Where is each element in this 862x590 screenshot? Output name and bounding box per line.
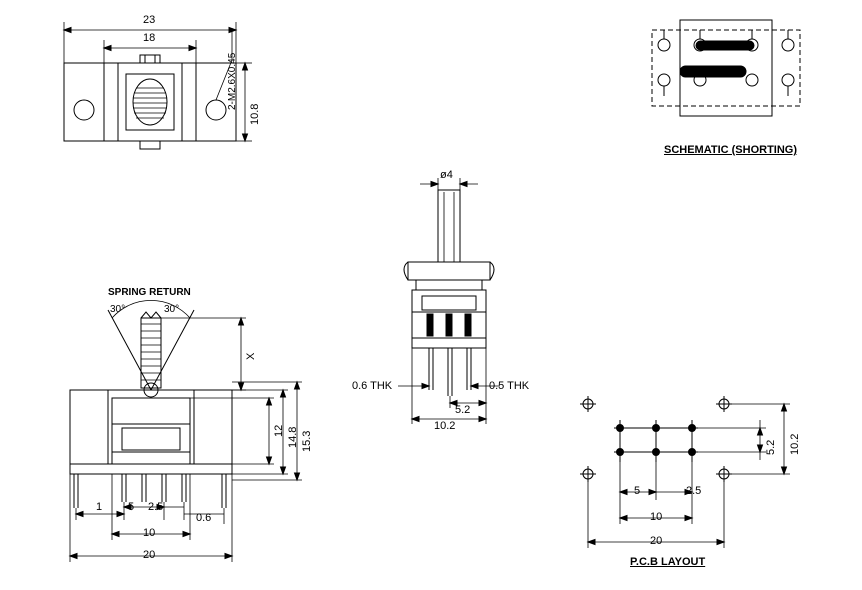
top-view-dim-10-8: 10.8 bbox=[249, 103, 261, 125]
pcb-dim-2-5: 2.5 bbox=[686, 485, 702, 497]
front-view-spring-return-note: SPRING RETURN bbox=[108, 287, 191, 298]
top-view-thread-callout: 2-M2.6X0.45 bbox=[227, 52, 238, 110]
front-view-dim-5: 5 bbox=[128, 501, 135, 513]
front-view-angle-left: 30° bbox=[110, 304, 126, 315]
side-view-dim-10-2: 10.2 bbox=[434, 420, 456, 432]
front-view-dim-20: 20 bbox=[143, 549, 156, 561]
pcb-layout-caption: P.C.B LAYOUT bbox=[630, 556, 706, 568]
front-view-dim-x: X bbox=[245, 352, 257, 360]
side-view-thk-right: 0.5 THK bbox=[489, 380, 530, 392]
pcb-dim-10: 10 bbox=[650, 511, 663, 523]
top-view-dim-18: 18 bbox=[143, 32, 156, 44]
front-view-dim-15-3: 15.3 bbox=[301, 430, 313, 452]
front-view-dim-0-6: 0.6 bbox=[196, 512, 212, 524]
front-view-dim-1: 1 bbox=[96, 501, 103, 513]
front-view-dim-14-8: 14.8 bbox=[287, 426, 299, 448]
pcb-dim-5-2: 5.2 bbox=[765, 439, 777, 455]
side-view-dim-5-2: 5.2 bbox=[455, 404, 471, 416]
front-view-angle-right: 30° bbox=[164, 304, 180, 315]
front-view-dim-10: 10 bbox=[143, 527, 156, 539]
front-view-dim-12: 12 bbox=[273, 424, 285, 437]
front-view-dim-2-5: 2.5 bbox=[148, 501, 164, 513]
schematic-caption: SCHEMATIC (SHORTING) bbox=[664, 144, 798, 156]
top-view-dim-23: 23 bbox=[143, 14, 156, 26]
side-view-thk-left: 0.6 THK bbox=[352, 380, 393, 392]
pcb-dim-10-2: 10.2 bbox=[789, 433, 801, 455]
pcb-dim-20: 20 bbox=[650, 535, 663, 547]
pcb-dim-5: 5 bbox=[634, 485, 641, 497]
side-view-shaft-dia: ø4 bbox=[440, 169, 453, 181]
